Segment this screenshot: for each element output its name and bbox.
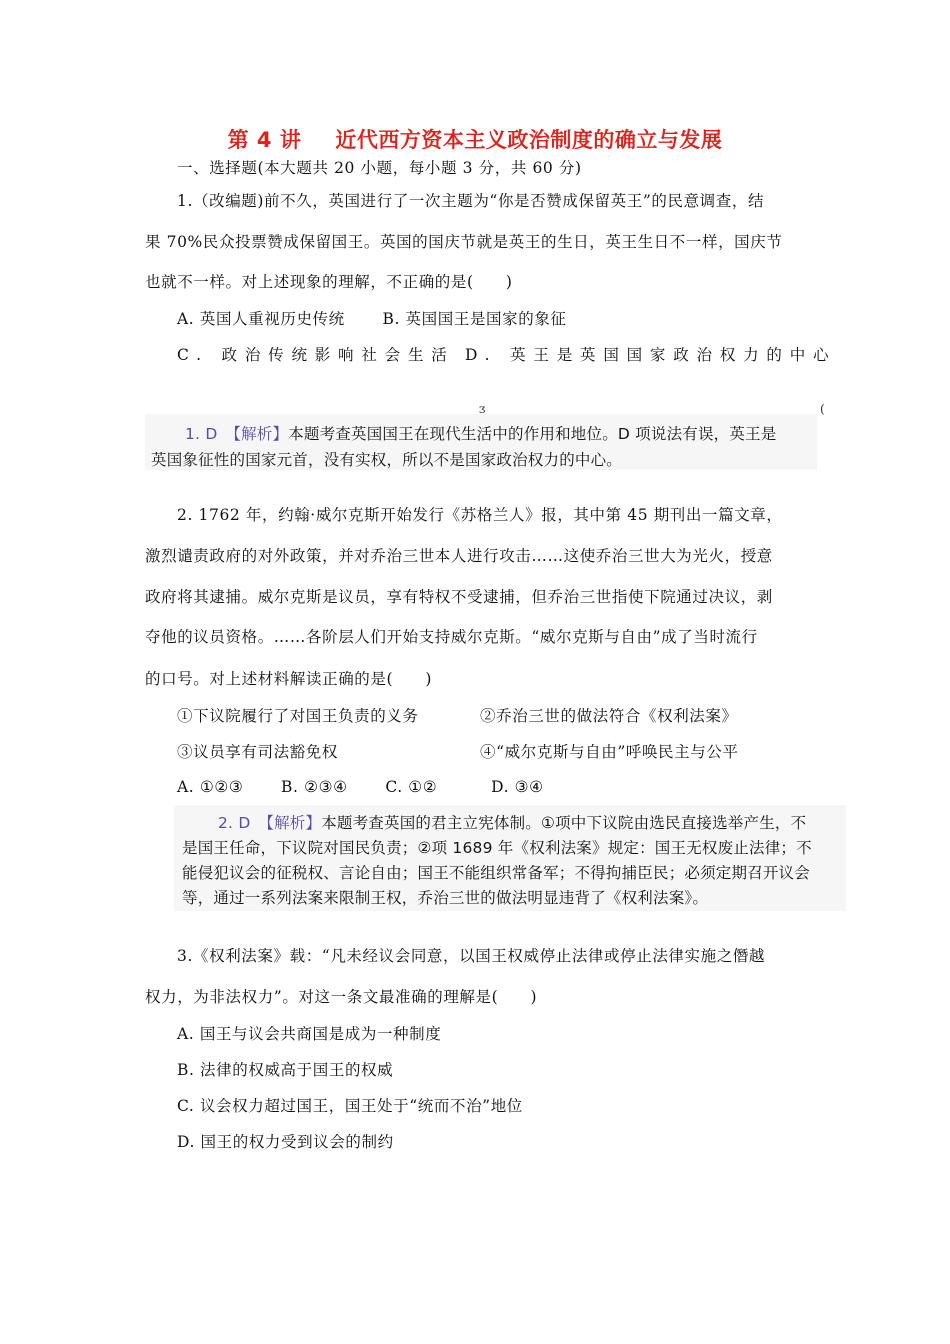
section-header: 一、选择题(本大题共 20 小题，每小题 3 分，共 60 分) [177, 159, 582, 177]
q1-analysis-tag: 1. D 【解析】 [185, 425, 289, 443]
q2-line-2: 激烈谴责政府的对外政策，并对乔治三世本人进行攻击……这使乔治三世大为光火，授意 [145, 547, 773, 565]
q2-item-1: ①下议院履行了对国王负责的义务 [177, 707, 419, 725]
q2-item-3: ③议员享有司法豁免权 [177, 743, 339, 761]
q2-analysis-line-4: 等，通过一系列法案来限制王权，乔治三世的做法明显违背了《权利法案》。 [182, 889, 709, 907]
q2-analysis-box [174, 805, 846, 911]
q3-option-a: A. 国王与议会共商国是成为一种制度 [177, 1025, 442, 1043]
q2-line-5: 的口号。对上述材料解读正确的是( ) [145, 670, 432, 688]
q1-analysis-line-2: 英国象征性的国家元首，没有实权，所以不是国家政治权力的中心。 [151, 451, 623, 469]
q2-item-2: ②乔治三世的做法符合《权利法案》 [480, 707, 738, 725]
q1-option-d: D. 英王是英国国家政治权力的中心 [465, 346, 837, 364]
q2-line-4: 夺他的议员资格。……各阶层人们开始支持威尔克斯。“威尔克斯与自由”成了当时流行 [145, 628, 758, 646]
q1-line-1: 1.（改编题)前不久，英国进行了一次主题为“你是否赞成保留英王”的民意调查，结 [177, 192, 765, 210]
q1-line-3: 也就不一样。对上述现象的理解，不正确的是( ) [145, 273, 513, 291]
scan-artifact-mark: ( [820, 402, 825, 416]
q3-option-c: C. 议会权力超过国王，国王处于“统而不治”地位 [177, 1097, 523, 1115]
q1-analysis-line-1: 1. D 【解析】本题考查英国国王在现代生活中的作用和地位。D 项说法有误，英王是 [185, 425, 777, 443]
q2-analysis-tag: 2. D 【解析】 [218, 814, 322, 832]
q2-line-3: 政府将其逮捕。威尔克斯是议员，享有特权不受逮捕，但乔治三世指使下院通过决议，剥 [145, 588, 773, 606]
q2-analysis-line-3: 能侵犯议会的征税权、言论自由；国王不能组织常备军；不得拘捕臣民；必须定期召开议会 [182, 864, 811, 882]
q2-options: A. ①②③ B. ②③④ C. ①② D. ③④ [177, 778, 544, 796]
q1-line-2: 果 70%民众投票赞成保留国王。英国的国庆节就是英王的生日，英王生日不一样，国庆节 [145, 233, 783, 251]
q1-option-c: C. 政治传统影响社会生活 [177, 346, 455, 364]
q2-analysis-line-1: 2. D 【解析】本题考查英国的君主立宪体制。①项中下议院由选民直接选举产生，不 [218, 814, 807, 832]
q2-item-4: ④“威尔克斯与自由”呼唤民主与公平 [480, 743, 739, 761]
q3-line-1: 3.《权利法案》载：“凡未经议会同意，以国王权威停止法律或停止法律实施之僭越 [177, 947, 766, 965]
page-title [0, 124, 950, 154]
q1-analysis-box [145, 414, 817, 470]
q3-option-b: B. 法律的权威高于国王的权威 [177, 1061, 394, 1079]
lecture-number: 第 4 讲 [227, 128, 302, 152]
q3-line-2: 权力，为非法权力”。对这一条文最准确的理解是( ) [145, 988, 538, 1006]
q2-analysis-line-2: 是国王任命，下议院对国民负责；②项 1689 年《权利法案》规定：国王无权废止法律；不 [182, 839, 812, 857]
scan-artifact-mark: ᴣ [479, 402, 486, 416]
lecture-topic: 近代西方资本主义政治制度的确立与发展 [335, 128, 723, 152]
q1-options-ab: A. 英国人重视历史传统 B. 英国国王是国家的象征 [177, 310, 567, 328]
q3-option-d: D. 国王的权力受到议会的制约 [177, 1133, 394, 1151]
q2-line-1: 2. 1762 年，约翰·威尔克斯开始发行《苏格兰人》报，其中第 45 期刊出一篇文章， [177, 506, 783, 524]
